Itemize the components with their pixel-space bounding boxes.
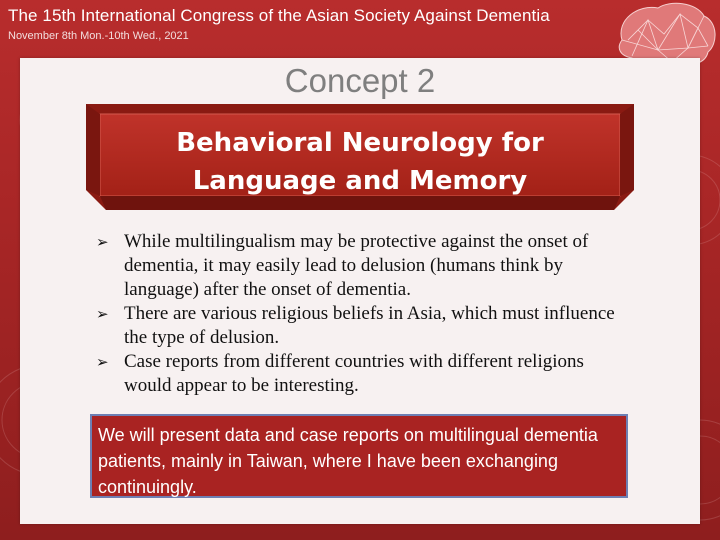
arrow-bullet-icon: ➢ [96,305,109,323]
arrow-bullet-icon: ➢ [96,233,109,251]
bullet-item [96,230,636,302]
conference-title: The 15th International Congress of the Asian Society Against Dementia [8,6,550,25]
concept-title: Concept 2 [284,62,436,99]
callout-box: We will present data and case reports on multilingual dementia patients, mainly in Taiwan, where I have been exchanging continuingly. [90,414,628,498]
arrow-bullet-icon: ➢ [96,353,109,371]
banner-heading [86,124,634,200]
bullet-item [96,302,636,350]
banner-line-1: Behavioral Neurology for [176,128,544,158]
bullet-text: While multilingualism may be protective against the onset of dementia, it may easily lead to delusion (humans think by language) after the onset of dementia. [124,231,589,300]
conference-dates: November 8th Mon.-10th Wed., 2021 [8,30,189,42]
bullet-item [96,350,636,398]
bullet-text: There are various religious beliefs in Asia, which must influence the type of delusion. [124,303,615,348]
banner-line-2: Language and Memory [192,166,528,196]
bullet-list [96,230,636,398]
bullet-text: Case reports from different countries with different religions would appear to be interesting. [124,351,584,396]
